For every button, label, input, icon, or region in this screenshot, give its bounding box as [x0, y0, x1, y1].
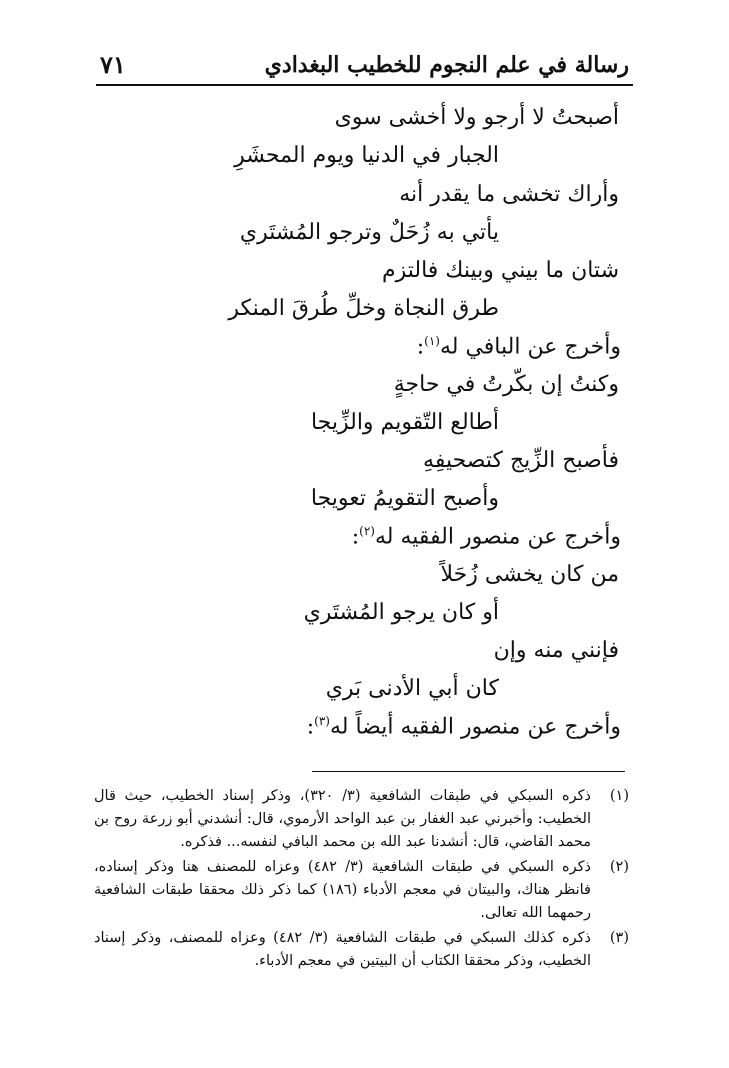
- footnote-number: (١): [609, 788, 629, 804]
- running-title: رسالة في علم النجوم للخطيب البغدادي: [264, 52, 629, 78]
- verse-line: أو كان يرجو المُشتَري: [303, 600, 499, 625]
- verse-line: شتان ما بيني وبينك فالتزم: [381, 258, 619, 283]
- colon: :: [416, 334, 425, 360]
- page-number: ٧١: [100, 50, 126, 79]
- verse-line: فأصبح الزِّيج كتصحيفِهِ: [423, 448, 619, 473]
- footnote: [94, 785, 629, 854]
- section-intro-text: وأخرج عن البافي له: [439, 334, 621, 360]
- verse-line: وأصبح التقويمُ تعويجا: [310, 486, 499, 511]
- footnotes: [94, 785, 629, 975]
- footnote-text: ذكره السبكي في طبقات الشافعية (٣/ ٣٢٠)، وذكر إسناد الخطيب، حيث قال الخطيب: وأخبرني عبد الغفار بن عبد الواحد الأرموي، قال: أنشدني أبو زرعة روح بن محمد القاضي، قال: أنشدنا عبد الله بن محمد البافي لنفسه... فذكره.: [94, 788, 591, 850]
- footnote-number: (٢): [609, 859, 629, 875]
- section-intro-text: وأخرج عن منصور الفقيه أيضاً له: [329, 714, 621, 740]
- footnote-text: ذكره السبكي في طبقات الشافعية (٣/ ٤٨٢) وعزاه للمصنف هنا وذكر إسناده، فانظر هناك، والبيتان في معجم الأدباء (١٨٦) كما ذكر ذلك محققا طبقات الشافعية رحمهما الله تعالى.: [94, 859, 591, 921]
- verse-line: وكنتُ إن بكّرتُ في حاجةٍ: [393, 372, 619, 397]
- colon: :: [306, 714, 315, 740]
- verse-line: أطالع التّقويم والزِّيجا: [310, 410, 499, 435]
- verse-line: فإنني منه وإن: [493, 638, 619, 663]
- section-intro-text: وأخرج عن منصور الفقيه له: [374, 524, 621, 550]
- footnote-text: ذكره كذلك السبكي في طبقات الشافعية (٣/ ٤٨٢) وعزاه للمصنف، وذكر إسناد الخطيب، وذكر محققا الكتاب أن البيتين في معجم الأدباء.: [94, 930, 592, 969]
- section-intro: [307, 714, 621, 739]
- footnote-ref: (٢): [359, 524, 375, 538]
- section-intro: [417, 334, 621, 359]
- verse-line: أصبحتُ لا أرجو ولا أخشى سوى: [334, 105, 619, 130]
- verse-line: كان أبي الأدنى بَري: [325, 676, 499, 701]
- footnote-number: (٣): [609, 930, 629, 946]
- verse-line: يأتي به زُحَلٌ وترجو المُشتَري: [239, 220, 499, 245]
- footnote: [94, 927, 629, 973]
- verse-line: من كان يخشى زُحَلاً: [440, 562, 619, 587]
- footnote-ref: (١): [424, 334, 440, 348]
- verse-line: الجبار في الدنيا ويوم المحشَرِ: [234, 143, 499, 168]
- verse-line: وأراك تخشى ما يقدر أنه: [399, 182, 619, 207]
- colon: :: [351, 524, 360, 550]
- header-rule: [96, 84, 633, 86]
- footnote-separator: [312, 771, 625, 772]
- footnote: [94, 856, 629, 925]
- verse-line: طرق النجاة وخلِّ طُرقَ المنكر: [228, 296, 499, 321]
- section-intro: [352, 524, 621, 549]
- footnote-ref: (٣): [314, 714, 330, 728]
